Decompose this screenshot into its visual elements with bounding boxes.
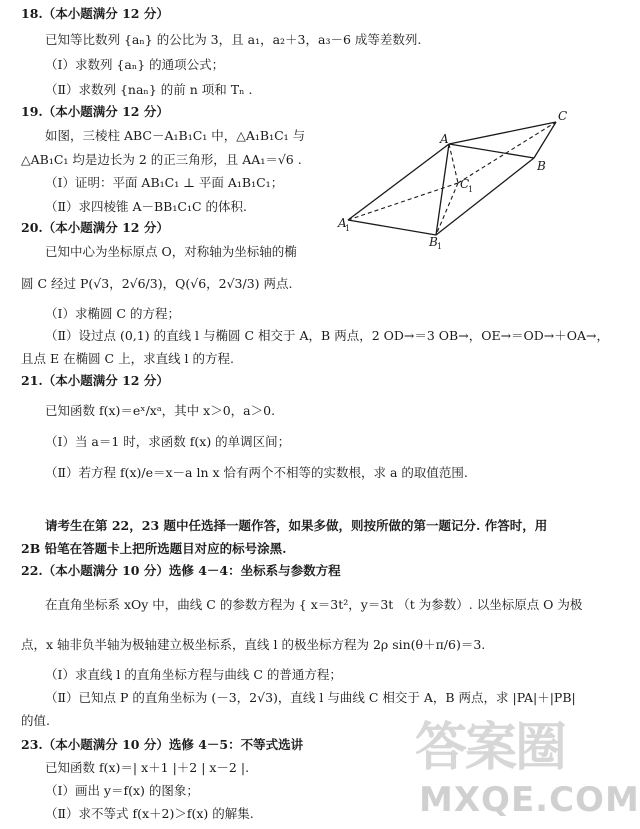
q21-heading: 21.（本小题满分 12 分） xyxy=(21,373,169,388)
q23-part2: （Ⅱ）求不等式 f(x＋2)＞f(x) 的解集. xyxy=(45,806,254,821)
prism-figure xyxy=(336,108,576,251)
q23-part1: （Ⅰ）画出 y＝f(x) 的图象； xyxy=(45,783,199,798)
label-a1-sub: 1 xyxy=(345,224,351,233)
edge-a1c1-hidden xyxy=(348,183,458,220)
q23-heading: 23.（本小题满分 10 分）选修 4－5：不等式选讲 xyxy=(21,737,304,752)
edge-ab xyxy=(449,144,534,158)
q21-part1: （Ⅰ）当 a＝1 时，求函数 f(x) 的单调区间； xyxy=(45,434,291,449)
q23-stem: 已知函数 f(x)＝| x＋1 |＋2 | x－2 |. xyxy=(45,760,250,775)
q22-part2: （Ⅱ）已知点 P 的直角坐标为 (－3，2√3)，直线 l 与曲线 C 相交于 A，B 两点，求 |PA|＋|PB| xyxy=(45,690,576,705)
q19-heading: 19.（本小题满分 12 分） xyxy=(21,104,169,119)
q19-part1: （Ⅰ）证明：平面 AB₁C₁ ⊥ 平面 A₁B₁C₁； xyxy=(45,175,284,190)
q20-heading: 20.（本小题满分 12 分） xyxy=(21,220,169,235)
q22-part1: （Ⅰ）求直线 l 的直角坐标方程与曲线 C 的普通方程； xyxy=(45,667,342,682)
q19-stem-line1: 如图，三棱柱 ABC－A₁B₁C₁ 中，△A₁B₁C₁ 与 xyxy=(45,128,306,143)
q19-stem-line2: △AB₁C₁ 均是边长为 2 的正三角形，且 AA₁＝√6 . xyxy=(21,152,302,167)
q20-part1: （Ⅰ）求椭圆 C 的方程； xyxy=(45,306,180,321)
edge-a1b1 xyxy=(348,220,436,235)
edge-a1a xyxy=(348,144,449,220)
watermark-domain: MXQE.COM xyxy=(419,780,640,820)
label-b: B xyxy=(537,159,546,173)
label-c: C xyxy=(558,109,568,123)
edge-cb xyxy=(534,122,556,158)
q22-stem-line2: 点，x 轴非负半轴为极轴建立极坐标系，直线 l 的极坐标方程为 2ρ sin(θ＋π/6)＝3. xyxy=(21,637,486,652)
q18-stem: 已知等比数列 {aₙ} 的公比为 3，且 a₁，a₂＋3，a₃－6 成等差数列. xyxy=(45,32,422,47)
q21-part2: （Ⅱ）若方程 f(x)/e＝x－a ln x 恰有两个不相等的实数根，求 a 的取值范围. xyxy=(45,465,468,480)
label-a1: A xyxy=(338,216,347,230)
q20-part2-cont: 且点 E 在椭圆 C 上，求直线 l 的方程. xyxy=(21,351,235,366)
edge-c1c-hidden xyxy=(458,122,556,183)
q22-heading: 22.（本小题满分 10 分）选修 4－4：坐标系与参数方程 xyxy=(21,563,341,578)
q22-part2-cont: 的值. xyxy=(21,713,50,728)
label-c1: C xyxy=(460,177,470,191)
label-b1: B xyxy=(429,235,438,249)
edge-ac xyxy=(449,122,556,144)
label-b1-sub: 1 xyxy=(437,242,443,251)
watermark xyxy=(415,718,640,826)
q18-heading: 18.（本小题满分 12 分） xyxy=(21,6,169,21)
q20-stem-line1: 已知中心为坐标原点 O，对称轴为坐标轴的椭 xyxy=(45,244,297,259)
q21-stem: 已知函数 f(x)＝eˣ/xᵃ，其中 x＞0，a＞0. xyxy=(45,403,276,418)
label-a: A xyxy=(440,132,449,146)
q18-part1: （Ⅰ）求数列 {aₙ} 的通项公式； xyxy=(45,57,225,72)
note-line2: 2B 铅笔在答题卡上把所选题目对应的标号涂黑. xyxy=(21,541,287,556)
q20-stem-line2: 圆 C 经过 P(√3，2√6/3)，Q(√6，2√3/3) 两点. xyxy=(21,276,293,291)
watermark-logo-text: 答案圈 xyxy=(415,718,566,778)
q22-stem-line1: 在直角坐标系 xOy 中，曲线 C 的参数方程为 { x＝3t²，y＝3t （t 为参数）. 以坐标原点 O 为极 xyxy=(45,597,583,612)
q19-part2: （Ⅱ）求四棱锥 A－BB₁C₁C 的体积. xyxy=(45,199,247,214)
note-line1: 请考生在第 22，23 题中任选择一题作答，如果多做，则按所做的第一题记分. 作答时，用 xyxy=(45,518,548,533)
label-c1-sub: 1 xyxy=(468,185,474,194)
edge-b1b xyxy=(436,158,534,235)
q18-part2: （Ⅱ）求数列 {naₙ} 的前 n 项和 Tₙ . xyxy=(45,82,253,97)
q20-part2: （Ⅱ）设过点 (0,1) 的直线 l 与椭圆 C 相交于 A，B 两点，2 OD→＝3 OB→，OE→＝OD→＋OA→， xyxy=(45,328,610,343)
edge-ac1-hidden xyxy=(449,144,458,183)
